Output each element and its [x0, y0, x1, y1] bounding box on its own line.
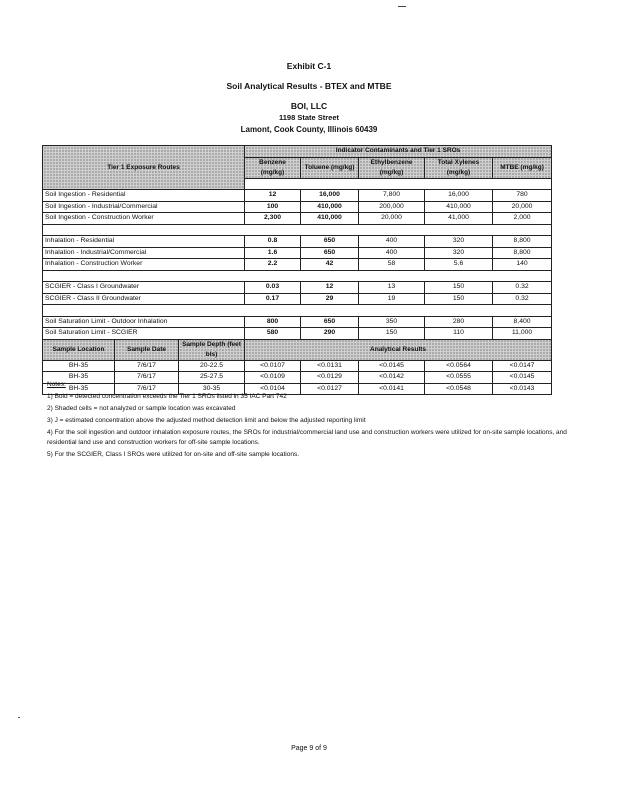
results-header: Analytical Results: [245, 339, 552, 360]
sro-value: 16,000: [425, 190, 493, 202]
note-item: 5) For the SCGIER, Class I SROs were utilized for on-site and off-site sample locations.: [47, 451, 300, 458]
exhibit-label: Exhibit C-1: [286, 61, 332, 71]
route-label: Soil Ingestion - Industrial/Commercial: [43, 201, 245, 213]
route-row: [43, 247, 552, 259]
group-gap: [43, 270, 552, 282]
sro-value: 400: [359, 236, 425, 248]
group-gap: [43, 224, 552, 236]
sample-header: Sample Date: [115, 339, 179, 360]
sample-header: Sample Location: [43, 339, 115, 360]
route-label: Soil Saturation Limit - SCGIER: [43, 328, 245, 340]
result-value: <0.0109: [245, 372, 301, 384]
sample-depth: 20-22.5: [179, 360, 245, 372]
sample-location: BH-35: [43, 383, 115, 395]
sample-location: BH-35: [43, 372, 115, 384]
sro-value: 20,000: [359, 213, 425, 225]
note-item: 4) For the soil ingestion and outdoor inhalation exposure routes, the SROs for industrial/commercial land use and construction workers were utilized for on-site sample locations, and residential land use and construction workers for off-site sample locations.: [47, 429, 567, 446]
report-title: Soil Analytical Results - BTEX and MTBE: [226, 81, 392, 91]
sro-value: 200,000: [359, 201, 425, 213]
result-value: <0.0131: [301, 360, 359, 372]
notes-title: Notes:: [47, 381, 66, 388]
sro-value: 2,000: [493, 213, 552, 225]
sample-date: 7/6/17: [115, 360, 179, 372]
sro-value: 290: [301, 328, 359, 340]
route-label: SCGIER - Class II Groundwater: [43, 293, 245, 305]
note-item: 1) Bold = detected concentration exceeds the Tier 1 SROs listed in 35 IAC Part 742: [47, 393, 287, 400]
sro-value: 42: [301, 259, 359, 271]
result-value: <0.0127: [301, 383, 359, 395]
route-row: [43, 259, 552, 271]
sro-value: 13: [359, 282, 425, 294]
sro-value: 150: [425, 293, 493, 305]
route-label: Soil Ingestion - Residential: [43, 190, 245, 202]
route-row: [43, 213, 552, 225]
sro-value: 29: [301, 293, 359, 305]
sample-header: Sample Depth (feet bls): [179, 339, 245, 360]
sample-date: 7/6/17: [115, 383, 179, 395]
route-header: Tier 1 Exposure Routes: [43, 146, 245, 190]
sro-value: 7,800: [359, 190, 425, 202]
sro-value: 1.6: [245, 247, 301, 259]
sro-value: 780: [493, 190, 552, 202]
route-label: Inhalation - Industrial/Commercial: [43, 247, 245, 259]
company-name: BOI, LLC: [290, 101, 328, 111]
result-value: <0.0107: [245, 360, 301, 372]
sro-value: 140: [493, 259, 552, 271]
group-gap: [43, 305, 552, 317]
result-value: <0.0145: [359, 360, 425, 372]
sro-value: 0.03: [245, 282, 301, 294]
indicator-header: Indicator Contaminants and Tier 1 SROs: [245, 146, 552, 158]
sro-value: 410,000: [301, 201, 359, 213]
route-row: [43, 293, 552, 305]
sample-depth: 25-27.5: [179, 372, 245, 384]
sample-location: BH-35: [43, 360, 115, 372]
sample-date: 7/6/17: [115, 372, 179, 384]
analyte-header: Ethylbenzene (mg/kg): [359, 157, 425, 178]
route-label: Soil Ingestion - Construction Worker: [43, 213, 245, 225]
sro-value: 0.32: [493, 293, 552, 305]
sro-value: 19: [359, 293, 425, 305]
sro-value: 0.17: [245, 293, 301, 305]
result-value: <0.0564: [425, 360, 493, 372]
sro-value: 8,400: [493, 316, 552, 328]
route-row: [43, 236, 552, 248]
route-label: Inhalation - Construction Worker: [43, 259, 245, 271]
sample-depth: 30-35: [179, 383, 245, 395]
sample-row: [43, 360, 552, 372]
sample-header-row: [43, 339, 552, 360]
result-value: <0.0129: [301, 372, 359, 384]
result-value: <0.0548: [425, 383, 493, 395]
result-value: <0.0143: [493, 383, 552, 395]
street-address: 1198 State Street: [278, 113, 340, 122]
sro-value: 650: [301, 316, 359, 328]
sro-value: 650: [301, 247, 359, 259]
analyte-header: Benzene (mg/kg): [245, 157, 301, 178]
note-item: 2) Shaded cells = not analyzed or sample location was excavated: [47, 405, 236, 412]
scan-speck: [18, 717, 20, 718]
result-value: <0.0147: [493, 360, 552, 372]
sro-value: 12: [301, 282, 359, 294]
sro-value: 5.6: [425, 259, 493, 271]
sro-value: 20,000: [493, 201, 552, 213]
city-address: Lamont, Cook County, Illinois 60439: [240, 125, 378, 134]
result-value: <0.0104: [245, 383, 301, 395]
analyte-header: Total Xylenes (mg/kg): [425, 157, 493, 178]
route-row: [43, 316, 552, 328]
sro-value: 110: [425, 328, 493, 340]
gap-cell: [43, 270, 552, 282]
sro-value: 400: [359, 247, 425, 259]
sro-value: 580: [245, 328, 301, 340]
sro-value: 12: [245, 190, 301, 202]
result-value: <0.0145: [493, 372, 552, 384]
route-row: [43, 190, 552, 202]
route-row: [43, 282, 552, 294]
result-value: <0.0142: [359, 372, 425, 384]
gap-cell: [43, 224, 552, 236]
page-number: Page 9 of 9: [291, 745, 327, 752]
sro-value: 800: [245, 316, 301, 328]
sro-value: 650: [301, 236, 359, 248]
sro-value: 320: [425, 247, 493, 259]
route-label: Soil Saturation Limit - Outdoor Inhalation: [43, 316, 245, 328]
route-label: SCGIER - Class I Groundwater: [43, 282, 245, 294]
sro-value: 16,000: [301, 190, 359, 202]
sro-value: 350: [359, 316, 425, 328]
route-label: Inhalation - Residential: [43, 236, 245, 248]
sro-value: 8,800: [493, 236, 552, 248]
sro-value: 280: [425, 316, 493, 328]
gap-cell: [43, 305, 552, 317]
result-value: <0.0555: [425, 372, 493, 384]
sro-value: 100: [245, 201, 301, 213]
notes-section: [47, 380, 567, 462]
sro-value: 150: [359, 328, 425, 340]
scan-mark: [398, 6, 406, 7]
sro-value: 320: [425, 236, 493, 248]
sro-value: 41,000: [425, 213, 493, 225]
sro-value: 2,300: [245, 213, 301, 225]
result-value: <0.0141: [359, 383, 425, 395]
sro-value: 58: [359, 259, 425, 271]
sro-value: 8,800: [493, 247, 552, 259]
sro-value: 410,000: [301, 213, 359, 225]
route-row: [43, 328, 552, 340]
route-row: [43, 201, 552, 213]
sro-value: 0.32: [493, 282, 552, 294]
note-item: 3) J = estimated concentration above the adjusted method detection limit and below the adjusted reporting limit: [47, 417, 366, 424]
analyte-header: MTBE (mg/kg): [493, 157, 552, 178]
sro-value: 150: [425, 282, 493, 294]
sro-value: 410,000: [425, 201, 493, 213]
analyte-header: Toluene (mg/kg): [301, 157, 359, 178]
sro-value: 0.8: [245, 236, 301, 248]
sro-value: 11,000: [493, 328, 552, 340]
results-table: [42, 145, 552, 395]
sro-value: 2.2: [245, 259, 301, 271]
